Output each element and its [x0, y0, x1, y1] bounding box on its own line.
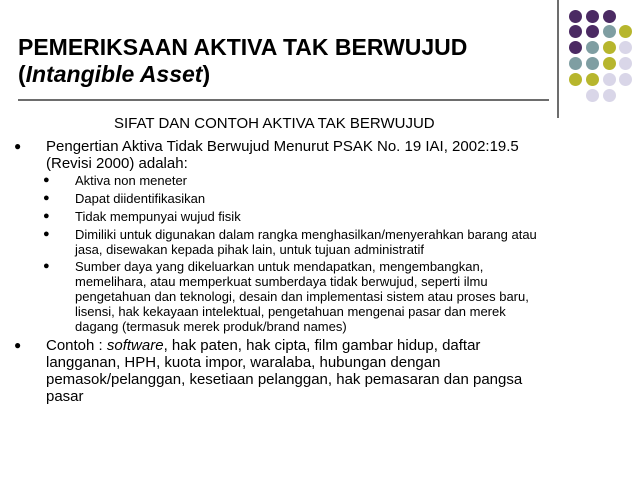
title-intangible-asset: Intangible Asset — [25, 61, 203, 87]
subitem-text-line: memelihara, atau memperkuat sumberdaya tidak berwujud, seperti ilmu — [75, 274, 488, 289]
definition-subitem — [43, 173, 188, 188]
example-bullet — [14, 337, 523, 405]
definition-subitem — [43, 209, 241, 224]
example-prefix: Contoh : — [46, 337, 107, 354]
subitem-text-line: lisensi, hak kekayaan intelektual, pengetahuan mengenai pasar dan merek — [75, 304, 506, 319]
subitem-text-line: dagang (termasuk merek produk/brand names) — [75, 319, 347, 334]
subitem-text-line: Dimiliki untuk digunakan dalam rangka menghasilkan/menyerahkan barang atau — [75, 227, 537, 242]
definition-text-line: (Revisi 2000) adalah: — [46, 155, 188, 172]
definition-bullet — [14, 138, 519, 172]
bullet-icon: ● — [43, 228, 50, 240]
title-close-paren: ) — [202, 61, 211, 87]
slide-title-line-1: PEMERIKSAAN AKTIVA TAK BERWUJUD — [18, 34, 468, 60]
title-open-paren: ( — [18, 61, 26, 87]
definition-subitem — [43, 259, 529, 334]
example-text-line: pasar — [46, 388, 84, 405]
subitem-text-line: Dapat diidentifikasikan — [75, 191, 206, 206]
section-subheading: SIFAT DAN CONTOH AKTIVA TAK BERWUJUD — [114, 115, 435, 132]
example-text-line: langganan, HPH, kuota impor, waralaba, hubungan dengan — [46, 354, 441, 371]
bullet-icon: ● — [43, 210, 50, 222]
subitem-text-line: jasa, disewakan kepada pihak lain, untuk tujuan administratif — [75, 242, 425, 257]
bullet-icon: ● — [43, 260, 50, 272]
definition-text-line: Pengertian Aktiva Tidak Berwujud Menurut PSAK No. 19 IAI, 2002:19.5 — [46, 138, 519, 155]
bullet-icon: ● — [43, 192, 50, 204]
subitem-text-line: pengetahuan dan teknologi, desain dan implementasi sistem atau proses baru, — [75, 289, 529, 304]
bullet-icon: ● — [14, 139, 22, 153]
subitem-text-line: Sumber daya yang dikeluarkan untuk mendapatkan, mengembangkan, — [75, 259, 484, 274]
example-text-line: pemasok/pelanggan, kesetiaan pelanggan, hak pemasaran dan pangsa — [46, 371, 523, 388]
subitem-text-line: Aktiva non meneter — [75, 173, 188, 188]
subitem-text-line: Tidak mempunyai wujud fisik — [75, 209, 241, 224]
bullet-icon: ● — [43, 174, 50, 186]
definition-subitem — [43, 227, 537, 257]
bullet-icon: ● — [14, 338, 22, 352]
example-text-line — [46, 337, 522, 354]
example-software: software — [106, 337, 164, 354]
definition-subitem — [43, 191, 206, 206]
example-first-line-rest: , hak paten, hak cipta, film gambar hidup, daftar — [163, 337, 481, 354]
